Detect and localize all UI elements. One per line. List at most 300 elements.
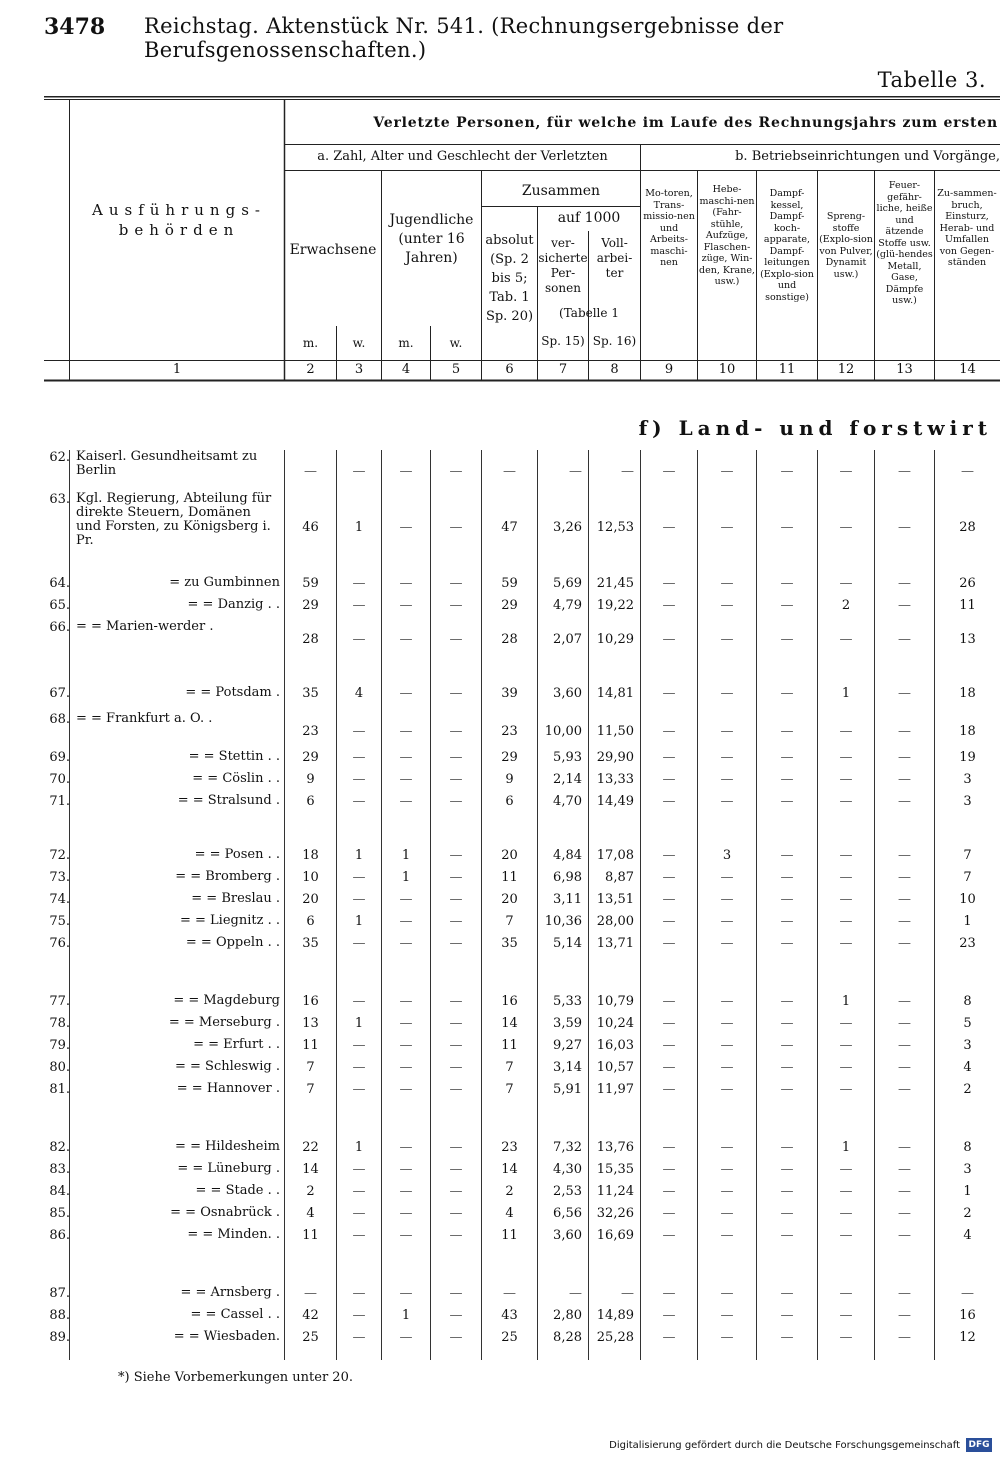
- row-cell-col7: 3,14: [553, 1060, 582, 1075]
- row-authority: = = Liegnitz . .: [180, 913, 280, 928]
- row-number: 86.: [49, 1228, 70, 1243]
- row-cell-col5: —: [449, 632, 463, 647]
- row-authority: = = Frankfurt a. O. .: [76, 711, 213, 726]
- row-cell-col14: 7: [963, 870, 972, 885]
- row-cell-col5: —: [449, 892, 463, 907]
- row-number: 84.: [49, 1184, 70, 1199]
- row-cell-col9: —: [662, 724, 676, 739]
- row-cell-col2: 35: [302, 936, 319, 951]
- row-cell-col5: —: [449, 1206, 463, 1221]
- row-cell-col3: —: [352, 750, 366, 765]
- row-authority: = = Potsdam .: [185, 685, 280, 700]
- row-cell-col3: 1: [354, 1016, 364, 1031]
- row-cell-col2: —: [304, 1286, 317, 1301]
- row-cell-col14: 16: [959, 1308, 976, 1323]
- row-cell-col3: —: [352, 464, 366, 479]
- row-authority: = = Stade . .: [195, 1183, 280, 1198]
- row-cell-col8: 11,97: [596, 1082, 634, 1097]
- row-cell-col14: 8: [963, 994, 972, 1009]
- row-cell-col7: 4,79: [553, 598, 582, 613]
- row-cell-col14: 4: [963, 1060, 972, 1075]
- row-cell-col6: 11: [501, 870, 518, 885]
- row-cell-col9: —: [662, 870, 676, 885]
- row-cell-col7: —: [569, 1286, 582, 1301]
- row-cell-col7: 5,91: [553, 1082, 582, 1097]
- row-cell-col10: —: [720, 1162, 734, 1177]
- row-authority: = = Minden. .: [187, 1227, 280, 1242]
- row-cell-col13: —: [898, 1228, 911, 1243]
- row-cell-col12: 2: [841, 598, 851, 613]
- col-header-m: m.: [398, 336, 414, 350]
- row-cell-col14: 11: [959, 598, 976, 613]
- row-cell-col10: —: [720, 870, 734, 885]
- row-cell-col7: 3,59: [553, 1016, 582, 1031]
- col-header-m: m.: [302, 336, 319, 350]
- row-number: 76.: [49, 936, 70, 951]
- row-cell-col12: —: [839, 464, 853, 479]
- row-cell-col4: —: [399, 686, 413, 701]
- row-cell-col9: —: [662, 1330, 676, 1345]
- row-cell-col7: —: [569, 464, 582, 479]
- row-number: 77.: [49, 994, 70, 1009]
- row-cell-col5: —: [449, 686, 463, 701]
- row-cell-col9: —: [662, 520, 676, 535]
- row-cell-col8: 13,76: [596, 1140, 634, 1155]
- row-cell-col7: 4,84: [553, 848, 582, 863]
- row-cell-col7: 2,14: [553, 772, 582, 787]
- row-number: 89.: [49, 1330, 70, 1345]
- row-cell-col9: —: [662, 1184, 676, 1199]
- row-number: 70.: [49, 772, 70, 787]
- row-cell-col9: —: [662, 1228, 676, 1243]
- row-authority: = = Magdeburg: [173, 993, 280, 1008]
- row-cell-col6: 25: [501, 1330, 518, 1345]
- col-header-vollarbeiter: Voll-arbei-ter: [596, 236, 633, 280]
- row-cell-col8: 25,28: [596, 1330, 634, 1345]
- row-cell-col12: —: [839, 576, 853, 591]
- row-cell-col8: 11,50: [596, 724, 634, 739]
- row-cell-col11: —: [780, 936, 794, 951]
- row-cell-col12: 1: [841, 994, 851, 1009]
- row-cell-col14: 7: [963, 848, 972, 863]
- row-cell-col12: —: [839, 520, 853, 535]
- row-number: 71.: [49, 794, 70, 809]
- row-cell-col14: 3: [963, 794, 972, 809]
- row-cell-col9: —: [662, 576, 676, 591]
- row-cell-col4: 1: [401, 848, 411, 863]
- row-cell-col8: 29,90: [596, 750, 634, 765]
- row-cell-col8: 13,33: [596, 772, 634, 787]
- row-cell-col13: —: [898, 632, 911, 647]
- row-cell-col11: —: [780, 1082, 794, 1097]
- row-cell-col4: —: [399, 1038, 413, 1053]
- row-cell-col6: 23: [501, 1140, 518, 1155]
- row-cell-col13: —: [898, 1082, 911, 1097]
- col-header-sp16: Sp. 16): [592, 334, 637, 348]
- row-cell-col2: 23: [302, 724, 319, 739]
- row-cell-col4: 1: [401, 870, 411, 885]
- row-authority: = = Breslau .: [191, 891, 280, 906]
- row-cell-col13: —: [898, 464, 911, 479]
- row-cell-col9: —: [662, 686, 676, 701]
- row-cell-col10: —: [720, 1082, 734, 1097]
- row-cell-col11: —: [780, 520, 794, 535]
- row-cell-col2: 18: [302, 848, 319, 863]
- row-number: 66.: [49, 620, 70, 635]
- row-cell-col12: —: [839, 1082, 853, 1097]
- row-number: 73.: [49, 870, 70, 885]
- row-authority: = = Bromberg .: [175, 869, 280, 884]
- row-cell-col14: 1: [963, 1184, 972, 1199]
- row-cell-col8: 13,51: [596, 892, 634, 907]
- row-cell-col11: —: [780, 750, 794, 765]
- row-cell-col10: —: [720, 520, 734, 535]
- row-number: 78.: [49, 1016, 70, 1031]
- row-authority: = = Cöslin . .: [192, 771, 280, 786]
- row-cell-col13: —: [898, 724, 911, 739]
- row-cell-col3: —: [352, 1228, 366, 1243]
- row-cell-col11: —: [780, 598, 794, 613]
- row-cell-col6: 28: [501, 632, 518, 647]
- col-header-tabelle1: (Tabelle 1: [559, 306, 619, 320]
- row-cell-col5: —: [449, 750, 463, 765]
- row-cell-col6: 20: [501, 848, 518, 863]
- row-cell-col4: 1: [401, 1308, 411, 1323]
- row-cell-col2: 11: [302, 1038, 319, 1053]
- row-cell-col3: —: [352, 598, 366, 613]
- row-cell-col11: —: [780, 1330, 794, 1345]
- row-cell-col11: —: [780, 1184, 794, 1199]
- row-cell-col11: —: [780, 464, 794, 479]
- row-cell-col6: 9: [505, 772, 514, 787]
- row-cell-col13: —: [898, 598, 911, 613]
- row-cell-col4: —: [399, 632, 413, 647]
- row-cell-col6: 35: [501, 936, 518, 951]
- row-cell-col9: —: [662, 1308, 676, 1323]
- row-cell-col9: —: [662, 772, 676, 787]
- row-cell-col7: 10,00: [544, 724, 582, 739]
- row-cell-col2: 29: [302, 598, 319, 613]
- row-cell-col10: —: [720, 1038, 734, 1053]
- row-cell-col5: —: [449, 1140, 463, 1155]
- row-cell-col6: 7: [505, 914, 514, 929]
- column-number: 5: [451, 362, 461, 377]
- row-cell-col14: —: [961, 464, 974, 479]
- row-cell-col9: —: [662, 1140, 676, 1155]
- row-number: 65.: [49, 598, 70, 613]
- column-number: 9: [664, 362, 674, 377]
- row-cell-col2: 2: [306, 1184, 315, 1199]
- row-cell-col6: 39: [501, 686, 518, 701]
- row-cell-col11: —: [780, 1140, 794, 1155]
- row-cell-col3: 1: [354, 520, 364, 535]
- row-authority: = = Erfurt . .: [193, 1037, 280, 1052]
- row-cell-col4: —: [399, 772, 413, 787]
- row-cell-col6: 6: [505, 794, 514, 809]
- row-cell-col9: —: [662, 1206, 676, 1221]
- row-cell-col13: —: [898, 1140, 911, 1155]
- row-cell-col4: —: [399, 1330, 413, 1345]
- row-cell-col5: —: [449, 1228, 463, 1243]
- row-cell-col14: 1: [963, 914, 972, 929]
- row-cell-col8: 32,26: [596, 1206, 634, 1221]
- row-authority: = = Hildesheim: [175, 1139, 280, 1154]
- row-cell-col12: —: [839, 750, 853, 765]
- row-cell-col12: —: [839, 1184, 853, 1199]
- row-cell-col10: —: [720, 1140, 734, 1155]
- row-cell-col7: 4,30: [553, 1162, 582, 1177]
- row-cell-col8: 8,87: [605, 870, 634, 885]
- row-cell-col11: —: [780, 576, 794, 591]
- row-cell-col2: 29: [302, 750, 319, 765]
- row-number: 81.: [49, 1082, 70, 1097]
- col-header-auf-1000: auf 1000: [557, 210, 621, 226]
- row-cell-col3: —: [352, 1286, 366, 1301]
- row-authority: = = Osnabrück .: [170, 1205, 280, 1220]
- row-cell-col8: 14,89: [596, 1308, 634, 1323]
- row-authority: = = Marien-werder .: [76, 619, 214, 634]
- row-cell-col5: —: [449, 914, 463, 929]
- row-cell-col10: —: [720, 686, 734, 701]
- row-cell-col3: —: [352, 1184, 366, 1199]
- row-cell-col10: —: [720, 1016, 734, 1031]
- row-cell-col12: —: [839, 1308, 853, 1323]
- row-cell-col2: 9: [306, 772, 315, 787]
- row-cell-col9: —: [662, 598, 676, 613]
- column-number: 6: [505, 362, 514, 377]
- row-cell-col2: 59: [302, 576, 319, 591]
- row-number: 80.: [49, 1060, 70, 1075]
- row-cell-col11: —: [780, 848, 794, 863]
- row-cell-col2: 4: [306, 1206, 315, 1221]
- row-cell-col12: —: [839, 848, 853, 863]
- row-number: 68.: [49, 712, 70, 727]
- row-cell-col7: 6,56: [553, 1206, 582, 1221]
- row-cell-col7: 3,26: [553, 520, 582, 535]
- row-number: 82.: [49, 1140, 70, 1155]
- row-number: 69.: [49, 750, 70, 765]
- col-header-jugendliche: Jugendliche (unter 16 Jahren): [389, 212, 474, 266]
- row-cell-col12: —: [839, 914, 853, 929]
- row-cell-col6: 11: [501, 1228, 518, 1243]
- col-header-w: w.: [352, 336, 366, 350]
- column-number: 3: [354, 362, 364, 377]
- row-cell-col13: —: [898, 1330, 911, 1345]
- row-cell-col2: 6: [306, 794, 315, 809]
- page-number: 3478: [44, 14, 106, 40]
- row-cell-col5: —: [449, 794, 463, 809]
- col-header-zusammen: Zusammen: [521, 183, 601, 199]
- row-cell-col5: —: [449, 1016, 463, 1031]
- col-header-versicherte: ver-sicherte Per-sonen: [538, 236, 588, 295]
- row-cell-col12: 1: [841, 686, 851, 701]
- row-cell-col7: 3,11: [553, 892, 582, 907]
- row-cell-col13: —: [898, 914, 911, 929]
- row-cell-col7: 5,69: [553, 576, 582, 591]
- row-authority: = = Wiesbaden.: [173, 1329, 280, 1344]
- row-cell-col5: —: [449, 848, 463, 863]
- row-cell-col13: —: [898, 750, 911, 765]
- row-cell-col4: —: [399, 1060, 413, 1075]
- row-cell-col10: 3: [722, 848, 732, 863]
- row-cell-col12: —: [839, 1286, 853, 1301]
- row-cell-col3: —: [352, 1308, 366, 1323]
- row-cell-col5: —: [449, 936, 463, 951]
- col-header-feuergefaehrliche: Feuer-gefähr-liche, heiße und ätzende Stoffe usw. (glü-hendes Metall, Gase, Dämpfe usw.): [876, 180, 933, 306]
- col-header-sp15: Sp. 15): [541, 334, 585, 348]
- row-cell-col7: 10,36: [544, 914, 582, 929]
- row-cell-col14: 18: [959, 686, 976, 701]
- group-a-header: a. Zahl, Alter und Geschlecht der Verletzten: [317, 149, 608, 164]
- row-cell-col6: 23: [501, 724, 518, 739]
- row-cell-col2: 10: [302, 870, 319, 885]
- row-cell-col7: 5,93: [553, 750, 582, 765]
- row-cell-col14: 28: [959, 520, 976, 535]
- row-cell-col4: —: [399, 724, 413, 739]
- row-authority: Kgl. Regierung, Abteilung für direkte Steuern, Domänen und Forsten, zu Königsberg i. Pr.: [76, 491, 272, 548]
- row-cell-col6: 2: [505, 1184, 514, 1199]
- row-number: 88.: [49, 1308, 70, 1323]
- row-cell-col9: —: [662, 632, 676, 647]
- row-cell-col11: —: [780, 892, 794, 907]
- row-cell-col4: —: [399, 1206, 413, 1221]
- row-authority: = = Merseburg .: [168, 1015, 280, 1030]
- row-cell-col3: 1: [354, 848, 364, 863]
- digitization-credit: Digitalisierung gefördert durch die Deutsche Forschungsgemeinschaft: [609, 1440, 960, 1451]
- row-cell-col12: —: [839, 936, 853, 951]
- row-cell-col14: 5: [963, 1016, 972, 1031]
- row-authority: = zu Gumbinnen: [169, 575, 280, 590]
- row-cell-col13: —: [898, 848, 911, 863]
- row-cell-col14: 26: [959, 576, 976, 591]
- row-cell-col11: —: [780, 794, 794, 809]
- row-cell-col11: —: [780, 772, 794, 787]
- row-cell-col13: —: [898, 1038, 911, 1053]
- row-cell-col6: —: [503, 1286, 516, 1301]
- row-cell-col12: —: [839, 1206, 853, 1221]
- row-cell-col7: 3,60: [553, 1228, 582, 1243]
- column-number: 11: [778, 362, 796, 377]
- row-cell-col12: —: [839, 724, 853, 739]
- row-authority: = = Stettin . .: [188, 749, 280, 764]
- row-number: 62.: [49, 450, 70, 465]
- row-cell-col10: —: [720, 724, 734, 739]
- row-cell-col6: 43: [501, 1308, 518, 1323]
- row-cell-col5: —: [449, 1286, 463, 1301]
- row-number: 83.: [49, 1162, 70, 1177]
- row-authority: Kaiserl. Gesundheitsamt zu Berlin: [76, 449, 258, 478]
- row-cell-col5: —: [449, 1060, 463, 1075]
- row-cell-col3: —: [352, 1330, 366, 1345]
- row-cell-col6: 47: [501, 520, 518, 535]
- col-header-motoren: Mo-toren, Trans-missio-nen und Arbeits-maschi-nen: [643, 188, 695, 268]
- column-number: 4: [401, 362, 411, 377]
- row-number: 64.: [49, 576, 70, 591]
- row-number: 79.: [49, 1038, 70, 1053]
- row-cell-col6: 4: [505, 1206, 514, 1221]
- row-cell-col12: —: [839, 1060, 853, 1075]
- row-cell-col14: 8: [963, 1140, 972, 1155]
- row-cell-col12: —: [839, 632, 853, 647]
- row-cell-col9: —: [662, 1016, 676, 1031]
- document-title: Reichstag. Aktenstück Nr. 541. (Rechnungsergebnisse der Berufsgenossenschaften.): [144, 14, 784, 62]
- col-header-sprengstoffe: Spreng-stoffe (Explo-sion von Pulver, Dynamit usw.): [819, 211, 873, 280]
- row-cell-col8: 13,71: [596, 936, 634, 951]
- row-cell-col4: —: [399, 1162, 413, 1177]
- row-cell-col3: —: [352, 632, 366, 647]
- row-cell-col4: —: [399, 750, 413, 765]
- row-cell-col10: —: [720, 576, 734, 591]
- row-cell-col13: —: [898, 1286, 911, 1301]
- row-cell-col6: 29: [501, 750, 518, 765]
- row-number: 87.: [49, 1286, 70, 1301]
- row-cell-col9: —: [662, 464, 676, 479]
- row-cell-col9: —: [662, 936, 676, 951]
- row-cell-col6: 11: [501, 1038, 518, 1053]
- row-cell-col14: —: [961, 1286, 974, 1301]
- row-cell-col12: —: [839, 1330, 853, 1345]
- row-cell-col10: —: [720, 750, 734, 765]
- row-cell-col5: —: [449, 1184, 463, 1199]
- row-cell-col10: —: [720, 1286, 734, 1301]
- row-cell-col13: —: [898, 1162, 911, 1177]
- row-cell-col14: 13: [959, 632, 976, 647]
- row-cell-col13: —: [898, 686, 911, 701]
- row-cell-col11: —: [780, 1162, 794, 1177]
- row-cell-col8: 10,79: [596, 994, 634, 1009]
- super-title: Verletzte Personen, für welche im Laufe des Rechnungsjahrs zum ersten: [373, 115, 998, 131]
- row-cell-col12: 1: [841, 1140, 851, 1155]
- row-cell-col9: —: [662, 1286, 676, 1301]
- row-cell-col14: 19: [959, 750, 976, 765]
- row-cell-col8: 17,08: [596, 848, 634, 863]
- row-cell-col3: —: [352, 724, 366, 739]
- table-header: [44, 96, 1000, 382]
- row-cell-col7: 5,14: [553, 936, 582, 951]
- row-cell-col13: —: [898, 1016, 911, 1031]
- table-body: [44, 450, 1000, 1360]
- row-cell-col9: —: [662, 1082, 676, 1097]
- row-number: 63.: [49, 492, 70, 507]
- row-cell-col3: —: [352, 1060, 366, 1075]
- row-cell-col4: —: [399, 1184, 413, 1199]
- row-cell-col4: —: [399, 1140, 413, 1155]
- row-cell-col7: 4,70: [553, 794, 582, 809]
- row-cell-col14: 3: [963, 772, 972, 787]
- row-cell-col3: —: [352, 936, 366, 951]
- row-cell-col9: —: [662, 1038, 676, 1053]
- row-cell-col6: 59: [501, 576, 518, 591]
- row-authority: = = Arnsberg .: [180, 1285, 280, 1300]
- row-cell-col2: 11: [302, 1228, 319, 1243]
- row-cell-col12: —: [839, 1038, 853, 1053]
- row-cell-col2: 28: [302, 632, 319, 647]
- row-cell-col8: 16,69: [596, 1228, 634, 1243]
- row-authority: = = Schleswig .: [174, 1059, 280, 1074]
- row-cell-col4: —: [399, 936, 413, 951]
- row-cell-col8: —: [621, 464, 634, 479]
- row-cell-col6: 14: [501, 1162, 518, 1177]
- row-cell-col13: —: [898, 994, 911, 1009]
- row-cell-col4: —: [399, 914, 413, 929]
- row-cell-col3: 4: [354, 686, 364, 701]
- row-cell-col2: 7: [306, 1082, 315, 1097]
- row-cell-col5: —: [449, 724, 463, 739]
- row-cell-col9: —: [662, 794, 676, 809]
- row-cell-col4: —: [399, 464, 413, 479]
- row-cell-col3: 1: [354, 1140, 364, 1155]
- running-header: [44, 14, 994, 62]
